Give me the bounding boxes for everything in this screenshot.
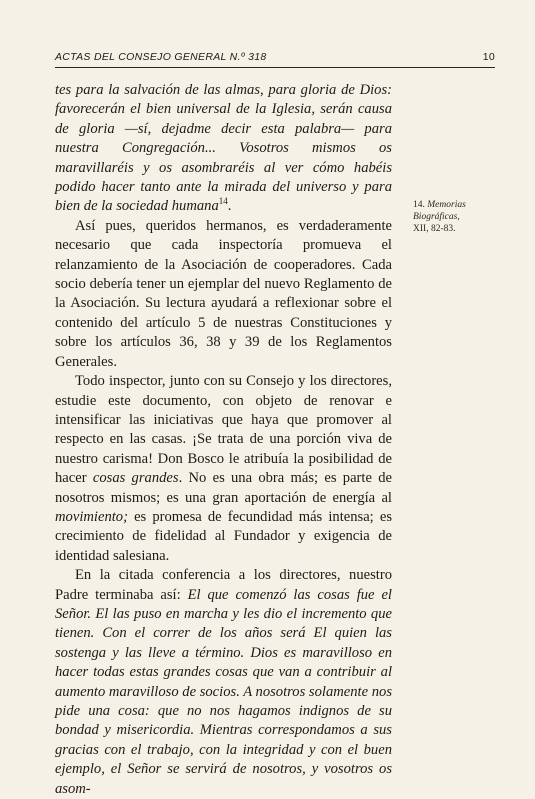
emphasis-movimiento: movimiento; [55, 508, 128, 525]
paragraph-2-part-c: . No es una obra más; es parte de nosotros mismos; es una gran aportación de energía al [55, 470, 392, 506]
paragraph-2-part-e: es promesa de fecundidad más intensa; es crecimiento de fidelidad al Fundador y exigencia de identidad salesiana. [55, 508, 392, 564]
quote-continuation [55, 81, 392, 217]
emphasis-cosas-grandes: cosas grandes [92, 470, 179, 487]
margin-footnote [413, 199, 513, 235]
paragraph-2 [55, 372, 392, 566]
paragraph-1: Así pues, queridos hermanos, es verdaderamente necesario que cada inspectoría promueva el relanzamiento de la Asociación de cooperadores. Cada socio debería tener un ejemplar del nuevo Reglamento de la Asociación. Su lectura ayudará a reflexionar sobre el contenido del artículo 5 de nuestras Constituciones y sobre los artículos 36, 38 y 39 de los Reglamentos Generales. [55, 217, 392, 370]
paragraph-3-intro: En la citada conferencia a los directores, nuestro Padre terminaba así: [55, 567, 392, 603]
paragraph-2-part-a: Todo inspector, junto con su Consejo y los directores, estudie este documento, con objeto de renovar e intensificar las iniciativas que haya que promover al respecto en las casas. ¡Se trata de una porción viva de nuestro carisma! Don Bosco le atribuía la posibilidad de hacer [55, 373, 392, 487]
paragraph-3-quote: El que comenzó las cosas fue el Señor. El las puso en marcha y les dio el incremento que tienen. Con el correr de los años será El quien las sostenga y las lleve a término. Dios es maravilloso en hacer todas estas grandes cosas que van a contribuir al aumento maravilloso de socios. A nosotros solamente nos pide una cosa: que no nos hagamos indignos de su bondad y misericordia. Mientras correspondamos a sus gracias con el trabajo, con la integridad y con el buen ejemplo, el Señor se servirá de nosotros, y vosotros os asom- [55, 586, 393, 797]
footnote-ref: 14 [218, 196, 228, 207]
quote-end: . [227, 198, 232, 215]
paragraph-3 [55, 566, 392, 799]
page-number: 10 [482, 51, 495, 63]
main-text [55, 81, 392, 799]
header-title: ACTAS DEL CONSEJO GENERAL N.º 318 [55, 51, 267, 63]
quote-text: tes para la salvación de las almas, para gloria de Dios: favorecerán el bien universal de la Iglesia, serán causa de gloria —sí, dejadme decir esta palabra— para nuestra Congregación... Vosotros mismos os maravillaréis y os asombraréis al ver cómo habéis podido hacer tanto ante la mirada del universo y para bien de la sociedad humana [55, 82, 392, 215]
running-header [55, 49, 495, 68]
footnote-title: Memorias Biográficas, [413, 200, 466, 222]
footnote-ref-pages: XII, 82-83. [413, 224, 456, 234]
footnote-number: 14. [413, 200, 425, 210]
